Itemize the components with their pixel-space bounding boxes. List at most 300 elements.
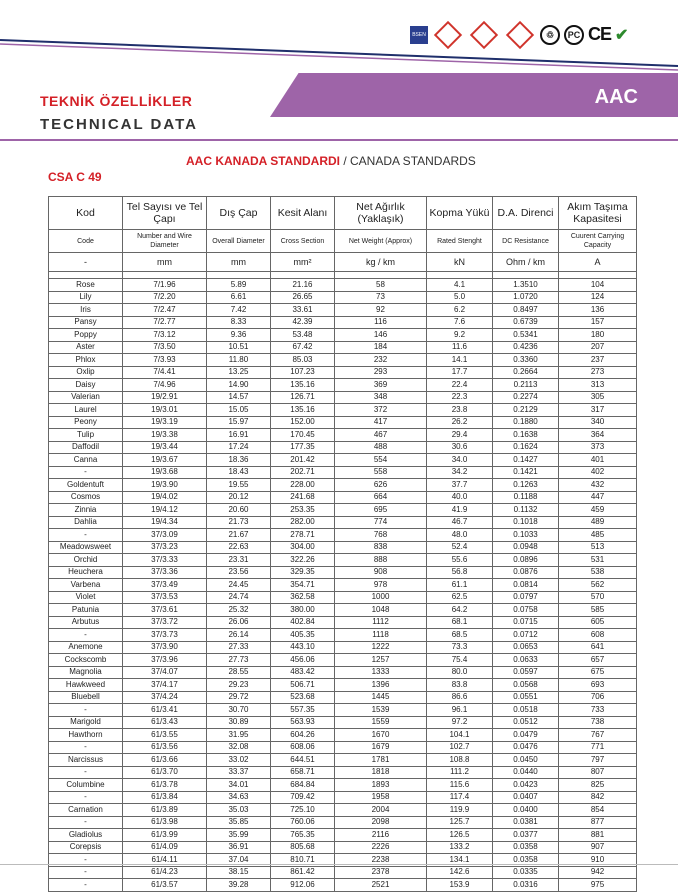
table-cell: 228.00: [271, 479, 335, 492]
table-cell: 1559: [335, 716, 427, 729]
table-cell: Daffodil: [49, 441, 123, 454]
table-row: [49, 679, 637, 692]
table-cell: 86.6: [427, 691, 493, 704]
table-cell: 506.71: [271, 679, 335, 692]
table-cell: 975: [559, 879, 637, 892]
standard-title: [186, 154, 476, 168]
table-cell: 626: [335, 479, 427, 492]
table-cell: 0.0407: [493, 791, 559, 804]
table-cell: 126.5: [427, 829, 493, 842]
table-cell: 282.00: [271, 516, 335, 529]
table-cell: 31.95: [207, 729, 271, 742]
table-row: [49, 291, 637, 304]
table-cell: 7/3.50: [123, 341, 207, 354]
table-cell: 0.0948: [493, 541, 559, 554]
table-cell: 37/3.72: [123, 616, 207, 629]
table-cell: 725.10: [271, 804, 335, 817]
table-cell: 52.4: [427, 541, 493, 554]
table-cell: 608.06: [271, 741, 335, 754]
table-cell: 30.89: [207, 716, 271, 729]
table-cell: 177.35: [271, 441, 335, 454]
table-cell: 6.61: [207, 291, 271, 304]
table-cell: 1958: [335, 791, 427, 804]
table-cell: 19/3.19: [123, 416, 207, 429]
table-cell: 35.03: [207, 804, 271, 817]
table-cell: 447: [559, 491, 637, 504]
table-cell: 73: [335, 291, 427, 304]
table-cell: 37.04: [207, 854, 271, 867]
table-cell: 585: [559, 604, 637, 617]
table-row: [49, 654, 637, 667]
table-cell: 35.85: [207, 816, 271, 829]
page-title-tr: TEKNİK ÖZELLİKLER: [40, 93, 193, 109]
table-cell: 0.0381: [493, 816, 559, 829]
table-cell: 402: [559, 466, 637, 479]
table-cell: 0.0758: [493, 604, 559, 617]
table-cell: 21.67: [207, 529, 271, 542]
table-cell: -: [49, 466, 123, 479]
table-cell: 0.0358: [493, 841, 559, 854]
table-cell: 61/3.55: [123, 729, 207, 742]
table-cell: 19/4.34: [123, 516, 207, 529]
table-cell: 1818: [335, 766, 427, 779]
table-cell: 116: [335, 316, 427, 329]
table-row: [49, 816, 637, 829]
table-cell: 15.05: [207, 404, 271, 417]
table-cell: 61/3.66: [123, 754, 207, 767]
table-cell: 0.0814: [493, 579, 559, 592]
table-cell: Hawkweed: [49, 679, 123, 692]
table-cell: 29.4: [427, 429, 493, 442]
table-cell: 61/3.98: [123, 816, 207, 829]
table-cell: 37/4.17: [123, 679, 207, 692]
table-cell: 0.2664: [493, 366, 559, 379]
table-cell: 0.0797: [493, 591, 559, 604]
header-en-cell-1: Number and Wire Diameter: [123, 230, 207, 253]
table-cell: 0.0896: [493, 554, 559, 567]
table-row: [49, 666, 637, 679]
table-cell: 37/3.73: [123, 629, 207, 642]
table-cell: 554: [335, 454, 427, 467]
rohs-check-icon: ✔: [615, 26, 629, 44]
header-tr-cell-1: Tel Sayısı ve Tel Çapı: [123, 197, 207, 230]
table-row: [49, 329, 637, 342]
table-cell: 608: [559, 629, 637, 642]
table-cell: 7.6: [427, 316, 493, 329]
unit-cell-1: mm: [123, 253, 207, 272]
table-cell: 34.63: [207, 791, 271, 804]
table-cell: -: [49, 866, 123, 879]
table-cell: -: [49, 704, 123, 717]
table-cell: 641: [559, 641, 637, 654]
table-row: [49, 766, 637, 779]
table-cell: 61/4.11: [123, 854, 207, 867]
table-cell: 657: [559, 654, 637, 667]
table-cell: 0.0597: [493, 666, 559, 679]
table-cell: 807: [559, 766, 637, 779]
tse-logo-icon: BSEN: [410, 26, 428, 44]
table-cell: 14.90: [207, 379, 271, 392]
table-row: [49, 441, 637, 454]
table-cell: 369: [335, 379, 427, 392]
table-cell: 119.9: [427, 804, 493, 817]
header-row-tr: [49, 197, 637, 230]
table-cell: 912.06: [271, 879, 335, 892]
table-cell: 16.91: [207, 429, 271, 442]
table-cell: -: [49, 529, 123, 542]
table-cell: 7/2.47: [123, 304, 207, 317]
table-cell: 142.6: [427, 866, 493, 879]
table-cell: 107.23: [271, 366, 335, 379]
table-cell: 0.0876: [493, 566, 559, 579]
unit-cell-2: mm: [207, 253, 271, 272]
table-row: [49, 504, 637, 517]
table-cell: 563.93: [271, 716, 335, 729]
table-cell: 26.2: [427, 416, 493, 429]
table-cell: 10.51: [207, 341, 271, 354]
table-cell: 7.42: [207, 304, 271, 317]
table-row: [49, 754, 637, 767]
table-cell: 329.35: [271, 566, 335, 579]
table-cell: Patunia: [49, 604, 123, 617]
table-cell: 108.8: [427, 754, 493, 767]
table-cell: 30.6: [427, 441, 493, 454]
table-cell: 0.1880: [493, 416, 559, 429]
table-cell: Heuchera: [49, 566, 123, 579]
table-cell: 33.61: [271, 304, 335, 317]
standard-title-tr: AAC KANADA STANDARDI: [186, 154, 340, 168]
table-cell: 24.45: [207, 579, 271, 592]
table-row: [49, 479, 637, 492]
table-cell: 13.25: [207, 366, 271, 379]
page-title-en: TECHNICAL DATA: [40, 116, 198, 133]
table-cell: 201.42: [271, 454, 335, 467]
table-cell: Aster: [49, 341, 123, 354]
table-cell: 85.03: [271, 354, 335, 367]
table-cell: 40.0: [427, 491, 493, 504]
table-cell: 36.91: [207, 841, 271, 854]
table-cell: 838: [335, 541, 427, 554]
table-cell: 115.6: [427, 779, 493, 792]
unit-cell-6: Ohm / km: [493, 253, 559, 272]
table-row: [49, 429, 637, 442]
table-cell: 11.80: [207, 354, 271, 367]
table-cell: 26.14: [207, 629, 271, 642]
table-cell: Narcissus: [49, 754, 123, 767]
table-cell: 134.1: [427, 854, 493, 867]
table-cell: Iris: [49, 304, 123, 317]
table-cell: 7/2.20: [123, 291, 207, 304]
table-cell: 33.37: [207, 766, 271, 779]
table-cell: -: [49, 816, 123, 829]
table-cell: Dahlia: [49, 516, 123, 529]
table-cell: 313: [559, 379, 637, 392]
table-cell: 0.0423: [493, 779, 559, 792]
table-cell: 34.2: [427, 466, 493, 479]
table-cell: 19/3.68: [123, 466, 207, 479]
table-cell: 97.2: [427, 716, 493, 729]
table-cell: Anemone: [49, 641, 123, 654]
table-cell: 184: [335, 341, 427, 354]
table-cell: 6.2: [427, 304, 493, 317]
footer-line: [0, 864, 678, 865]
table-cell: 37/3.61: [123, 604, 207, 617]
table-cell: 0.0377: [493, 829, 559, 842]
table-cell: 25.32: [207, 604, 271, 617]
table-cell: -: [49, 854, 123, 867]
table-cell: 1000: [335, 591, 427, 604]
table-row: [49, 529, 637, 542]
header-tr-cell-7: Akım Taşıma Kapasitesi: [559, 197, 637, 230]
table-cell: Corepsis: [49, 841, 123, 854]
table-cell: 0.2113: [493, 379, 559, 392]
table-cell: 0.0512: [493, 716, 559, 729]
table-cell: 64.2: [427, 604, 493, 617]
table-cell: 5.89: [207, 279, 271, 292]
table-cell: 340: [559, 416, 637, 429]
table-cell: 29.23: [207, 679, 271, 692]
table-cell: 908: [335, 566, 427, 579]
table-cell: 2004: [335, 804, 427, 817]
table-cell: 2116: [335, 829, 427, 842]
table-cell: Cosmos: [49, 491, 123, 504]
table-cell: Valerian: [49, 391, 123, 404]
table-cell: 664: [335, 491, 427, 504]
table-cell: 111.2: [427, 766, 493, 779]
unit-cell-4: kg / km: [335, 253, 427, 272]
unit-cell-5: kN: [427, 253, 493, 272]
table-cell: 237: [559, 354, 637, 367]
table-cell: 135.16: [271, 404, 335, 417]
table-cell: 37/3.53: [123, 591, 207, 604]
table-cell: Pansy: [49, 316, 123, 329]
table-cell: 1781: [335, 754, 427, 767]
table-cell: 61/3.78: [123, 779, 207, 792]
table-cell: 32.08: [207, 741, 271, 754]
unit-cell-7: A: [559, 253, 637, 272]
table-cell: 67.42: [271, 341, 335, 354]
table-cell: Lily: [49, 291, 123, 304]
table-cell: 0.1018: [493, 516, 559, 529]
table-row: [49, 716, 637, 729]
table-cell: 362.58: [271, 591, 335, 604]
table-row: [49, 304, 637, 317]
table-cell: 467: [335, 429, 427, 442]
table-cell: 22.4: [427, 379, 493, 392]
table-cell: 152.00: [271, 416, 335, 429]
table-cell: 842: [559, 791, 637, 804]
table-cell: 38.15: [207, 866, 271, 879]
table-cell: 5.0: [427, 291, 493, 304]
table-cell: 9.2: [427, 329, 493, 342]
header-en-cell-3: Cross Section: [271, 230, 335, 253]
table-cell: 978: [335, 579, 427, 592]
header-en-cell-4: Net Weight (Approx): [335, 230, 427, 253]
table-cell: 2098: [335, 816, 427, 829]
table-cell: 768: [335, 529, 427, 542]
table-cell: 133.2: [427, 841, 493, 854]
header-swoosh: [0, 36, 678, 76]
table-cell: 0.1263: [493, 479, 559, 492]
table-cell: 232: [335, 354, 427, 367]
table-row: [49, 604, 637, 617]
table-cell: 23.8: [427, 404, 493, 417]
standard-code: CSA C 49: [48, 170, 102, 184]
table-cell: 0.1033: [493, 529, 559, 542]
table-cell: 531: [559, 554, 637, 567]
table-cell: 33.02: [207, 754, 271, 767]
unit-cell-3: mm²: [271, 253, 335, 272]
table-cell: Hawthorn: [49, 729, 123, 742]
table-cell: 907: [559, 841, 637, 854]
table-cell: 0.0400: [493, 804, 559, 817]
table-cell: 738: [559, 716, 637, 729]
table-cell: 0.1638: [493, 429, 559, 442]
table-cell: 695: [335, 504, 427, 517]
table-cell: 456.06: [271, 654, 335, 667]
table-cell: 37/3.36: [123, 566, 207, 579]
table-cell: 61.1: [427, 579, 493, 592]
table-cell: 877: [559, 816, 637, 829]
table-row: [49, 354, 637, 367]
table-cell: Zinnia: [49, 504, 123, 517]
table-cell: 0.0316: [493, 879, 559, 892]
table-cell: 0.1132: [493, 504, 559, 517]
table-cell: 2521: [335, 879, 427, 892]
table-cell: 170.45: [271, 429, 335, 442]
table-cell: 135.16: [271, 379, 335, 392]
table-cell: 157: [559, 316, 637, 329]
table-cell: 1048: [335, 604, 427, 617]
table-cell: 73.3: [427, 641, 493, 654]
header-tr-cell-4: Net Ağırlık (Yaklaşık): [335, 197, 427, 230]
table-cell: 153.9: [427, 879, 493, 892]
header-tr-cell-6: D.A. Direnci: [493, 197, 559, 230]
table-cell: -: [49, 879, 123, 892]
table-cell: 19/2.91: [123, 391, 207, 404]
table-cell: 2378: [335, 866, 427, 879]
table-cell: 405.35: [271, 629, 335, 642]
table-cell: Tulip: [49, 429, 123, 442]
table-cell: 538: [559, 566, 637, 579]
table-cell: 68.1: [427, 616, 493, 629]
table-cell: 61/3.57: [123, 879, 207, 892]
header-tr-cell-2: Dış Çap: [207, 197, 271, 230]
table-row: [49, 791, 637, 804]
header-en-cell-7: Cuurent Carrying Capacity: [559, 230, 637, 253]
table-cell: 180: [559, 329, 637, 342]
table-cell: 0.0440: [493, 766, 559, 779]
recycle-icon: ♲: [540, 25, 560, 45]
pc-icon: PC: [564, 25, 584, 45]
table-cell: 61/3.99: [123, 829, 207, 842]
table-cell: 1118: [335, 629, 427, 642]
units-row: [49, 253, 637, 272]
table-cell: 34.0: [427, 454, 493, 467]
spacer-row: [49, 272, 637, 279]
table-cell: 0.0358: [493, 854, 559, 867]
table-cell: 26.65: [271, 291, 335, 304]
table-cell: 1333: [335, 666, 427, 679]
table-cell: 19/3.44: [123, 441, 207, 454]
table-cell: Daisy: [49, 379, 123, 392]
table-cell: 104: [559, 279, 637, 292]
table-cell: 861.42: [271, 866, 335, 879]
table-cell: 37/3.90: [123, 641, 207, 654]
table-cell: 810.71: [271, 854, 335, 867]
table-cell: 80.0: [427, 666, 493, 679]
table-cell: 910: [559, 854, 637, 867]
header-en-cell-6: DC Resistance: [493, 230, 559, 253]
table-cell: 0.0568: [493, 679, 559, 692]
table-cell: 61/4.09: [123, 841, 207, 854]
technical-data-table: [48, 196, 637, 892]
table-cell: 61/3.89: [123, 804, 207, 817]
table-cell: 0.1624: [493, 441, 559, 454]
table-cell: 18.43: [207, 466, 271, 479]
table-cell: 19/3.38: [123, 429, 207, 442]
table-cell: 1445: [335, 691, 427, 704]
table-cell: 11.6: [427, 341, 493, 354]
table-cell: 207: [559, 341, 637, 354]
table-row: [49, 704, 637, 717]
table-cell: 61/3.84: [123, 791, 207, 804]
table-cell: 1539: [335, 704, 427, 717]
table-cell: 760.06: [271, 816, 335, 829]
table-cell: 39.28: [207, 879, 271, 892]
table-cell: 30.70: [207, 704, 271, 717]
table-cell: 37/4.24: [123, 691, 207, 704]
table-cell: 767: [559, 729, 637, 742]
table-cell: 605: [559, 616, 637, 629]
table-row: [49, 804, 637, 817]
table-cell: 1.0720: [493, 291, 559, 304]
table-cell: 942: [559, 866, 637, 879]
table-row: [49, 404, 637, 417]
table-cell: 37.7: [427, 479, 493, 492]
table-cell: 26.06: [207, 616, 271, 629]
table-cell: 558: [335, 466, 427, 479]
header-rule: [0, 139, 678, 141]
table-cell: 8.33: [207, 316, 271, 329]
table-row: [49, 779, 637, 792]
table-cell: Canna: [49, 454, 123, 467]
table-cell: 7/3.93: [123, 354, 207, 367]
table-cell: 0.0479: [493, 729, 559, 742]
table-cell: 774: [335, 516, 427, 529]
table-cell: 253.35: [271, 504, 335, 517]
table-cell: 14.1: [427, 354, 493, 367]
table-cell: 0.0633: [493, 654, 559, 667]
table-cell: 22.63: [207, 541, 271, 554]
table-cell: 0.6739: [493, 316, 559, 329]
table-row: [49, 641, 637, 654]
table-row: [49, 629, 637, 642]
table-cell: 364: [559, 429, 637, 442]
table-cell: 104.1: [427, 729, 493, 742]
table-cell: 136: [559, 304, 637, 317]
table-cell: 523.68: [271, 691, 335, 704]
table-cell: 1112: [335, 616, 427, 629]
table-cell: 92: [335, 304, 427, 317]
table-row: [49, 316, 637, 329]
table-cell: 2238: [335, 854, 427, 867]
table-cell: Columbine: [49, 779, 123, 792]
table-cell: 693: [559, 679, 637, 692]
table-cell: 241.68: [271, 491, 335, 504]
table-cell: 48.0: [427, 529, 493, 542]
header-tr-cell-5: Kopma Yükü: [427, 197, 493, 230]
